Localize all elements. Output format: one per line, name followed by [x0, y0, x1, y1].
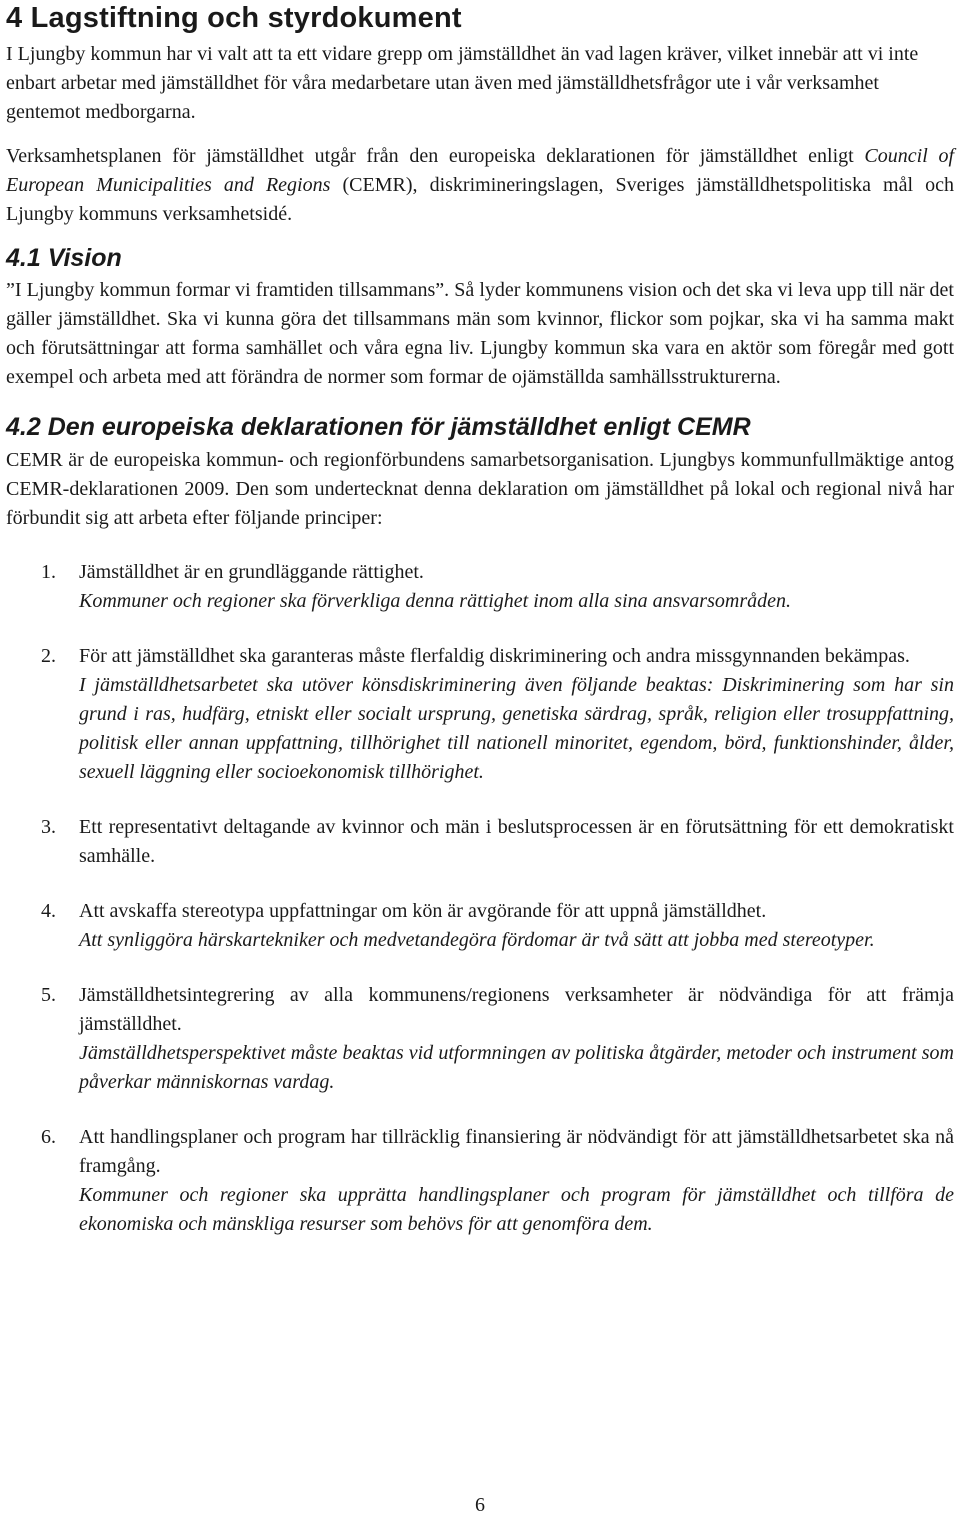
- principle-note: Jämställdhetsperspektivet måste beaktas vid utformningen av politiska åtgärder, metoder och instrument som påverkar människornas vardag.: [79, 1042, 954, 1093]
- section-4-paragraph-2: [6, 142, 954, 229]
- cemr-full-name: Council of European Municipalities and Regions: [6, 145, 954, 196]
- principle-item: [6, 813, 954, 871]
- vision-paragraph: ”I Ljungby kommun formar vi framtiden tillsammans”. Så lyder kommunens vision och det ska vi leva upp till när det gäller jämställdhet. Ska vi kunna göra det tillsammans män som kvinnor, flickor som pojkar, ska vi ha samma makt och förutsättningar att forma samhället och våra egna liv. Ljungby kommun ska vara en aktör som föregår med gott exempel och arbeta med att förändra de normer som formar de ojämställda samhällsstrukturerna.: [6, 279, 954, 388]
- section-4-paragraph-1: I Ljungby kommun har vi valt att ta ett vidare grepp om jämställdhet än vad lagen kräver, vilket innebär att vi inte enbart arbetar med jämställdhet för våra medarbetare utan även med jämställdhetsfrågor ute i vår verksamhet gentemot medborgarna.: [6, 43, 919, 123]
- principle-text: Ett representativt deltagande av kvinnor och män i beslutsprocessen är en förutsättning för ett demokratiskt samhälle.: [79, 816, 954, 867]
- principle-note: Kommuner och regioner ska förverkliga denna rättighet inom alla sina ansvarsområden.: [79, 590, 791, 612]
- principle-number: 4.: [41, 900, 56, 922]
- paragraph-2-text-start: Verksamhetsplanen för jämställdhet utgår från den europeiska deklarationen för jämställdhet enligt: [6, 145, 865, 167]
- principle-number: 2.: [41, 645, 56, 667]
- cemr-paragraph: CEMR är de europeiska kommun- och regionförbundens samarbetsorganisation. Ljungbys kommunfullmäktige antog CEMR-deklarationen 2009. Den som undertecknat denna deklaration om jämställdhet på lokal och regional nivå har förbundit sig att arbeta efter följande principer:: [6, 449, 954, 529]
- principle-text: Att avskaffa stereotypa uppfattningar om kön är avgörande för att uppnå jämställdhet.: [79, 900, 767, 922]
- principle-text: Jämställdhetsintegrering av alla kommunens/regionens verksamheter är nödvändiga för att främja jämställdhet.: [79, 984, 954, 1035]
- principle-number: 1.: [41, 561, 56, 583]
- principle-number: 3.: [41, 816, 56, 838]
- principle-note: Att synliggöra härskartekniker och medvetandegöra fördomar är två sätt att jobba med stereotyper.: [79, 929, 875, 951]
- principle-text: Jämställdhet är en grundläggande rättighet.: [79, 561, 424, 583]
- section-4-1-heading: 4.1 Vision: [6, 244, 122, 272]
- principle-item: [6, 558, 954, 616]
- principle-note: Kommuner och regioner ska upprätta handlingsplaner och program för jämställdhet och tillföra de ekonomiska och mänskliga resurser som behövs för att genomföra dem.: [79, 1184, 954, 1235]
- principle-text: För att jämställdhet ska garanteras måste flerfaldig diskriminering och andra missgynnanden bekämpas.: [79, 645, 910, 667]
- paragraph-2-text-end: (CEMR), diskrimineringslagen, Sveriges jämställdhetspolitiska mål och Ljungby kommuns verksamhetsidé.: [6, 174, 955, 225]
- principle-number: 5.: [41, 984, 56, 1006]
- document-page: [6, 0, 954, 1239]
- principles-list: [6, 558, 954, 1239]
- section-4-2-heading: 4.2 Den europeiska deklarationen för jämställdhet enligt CEMR: [6, 413, 751, 441]
- section-4-heading: 4 Lagstiftning och styrdokument: [6, 2, 462, 34]
- principle-text: Att handlingsplaner och program har tillräcklig finansiering är nödvändigt för att jämställdhetsarbetet ska nå framgång.: [79, 1126, 954, 1177]
- principle-item: [6, 981, 954, 1097]
- page-number: 6: [475, 1494, 485, 1516]
- principle-item: [6, 1123, 954, 1239]
- principle-item: [6, 897, 954, 955]
- principle-note: I jämställdhetsarbetet ska utöver könsdiskriminering även följande beaktas: Diskriminering som har sin grund i ras, hudfärg, etniskt eller socialt ursprung, genetiska särdrag, språk, religion eller trosuppfattning, politisk eller annan uppfattning, tillhörighet till nationell minoritet, egendom, börd, funktionshinder, ålder, sexuell läggning eller socioekonomisk tillhörighet.: [79, 674, 954, 783]
- principle-number: 6.: [41, 1126, 56, 1148]
- principle-item: [6, 642, 954, 787]
